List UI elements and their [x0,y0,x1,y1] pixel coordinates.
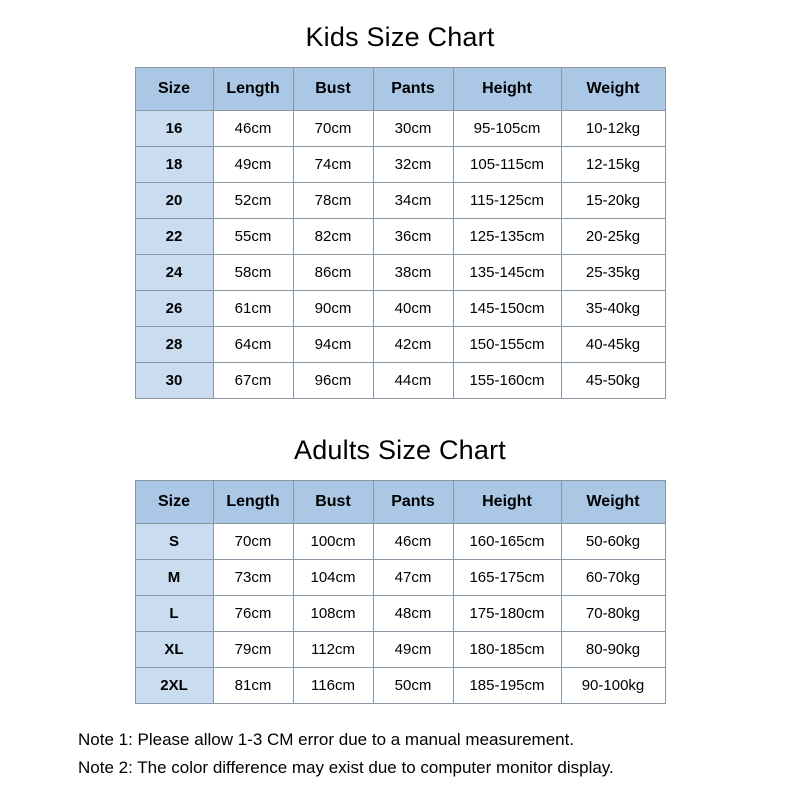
cell-pants: 50cm [373,668,453,704]
cell-length: 58cm [213,255,293,291]
kids-size-table [135,67,666,399]
note-line-2: Note 2: The color difference may exist due to computer monitor display. [78,758,614,777]
cell-size: 26 [135,291,213,327]
column-header-height: Height [453,481,561,524]
cell-weight: 12-15kg [561,147,665,183]
cell-bust: 78cm [293,183,373,219]
cell-height: 175-180cm [453,596,561,632]
column-header-weight: Weight [561,68,665,111]
cell-height: 105-115cm [453,147,561,183]
cell-height: 160-165cm [453,524,561,560]
cell-bust: 94cm [293,327,373,363]
cell-height: 150-155cm [453,327,561,363]
cell-pants: 44cm [373,363,453,399]
table-row [135,291,665,327]
cell-length: 76cm [213,596,293,632]
table-row [135,111,665,147]
cell-pants: 30cm [373,111,453,147]
cell-height: 165-175cm [453,560,561,596]
cell-pants: 46cm [373,524,453,560]
cell-length: 64cm [213,327,293,363]
column-header-weight: Weight [561,481,665,524]
cell-height: 115-125cm [453,183,561,219]
cell-pants: 34cm [373,183,453,219]
cell-length: 81cm [213,668,293,704]
table-row [135,363,665,399]
column-header-pants: Pants [373,68,453,111]
cell-size: 20 [135,183,213,219]
cell-length: 79cm [213,632,293,668]
cell-size: 30 [135,363,213,399]
cell-length: 46cm [213,111,293,147]
cell-pants: 38cm [373,255,453,291]
note-line-1: Note 1: Please allow 1-3 CM error due to a manual measurement. [78,730,575,749]
cell-size: 28 [135,327,213,363]
cell-height: 155-160cm [453,363,561,399]
kids-chart-title: Kids Size Chart [305,22,495,52]
cell-length: 49cm [213,147,293,183]
table-row [135,219,665,255]
table-row [135,668,665,704]
cell-height: 185-195cm [453,668,561,704]
cell-size: M [135,560,213,596]
cell-bust: 82cm [293,219,373,255]
cell-size: S [135,524,213,560]
cell-bust: 108cm [293,596,373,632]
adults-chart-title: Adults Size Chart [294,435,506,465]
cell-bust: 70cm [293,111,373,147]
column-header-size: Size [135,68,213,111]
cell-weight: 15-20kg [561,183,665,219]
cell-length: 52cm [213,183,293,219]
cell-weight: 10-12kg [561,111,665,147]
table-header-row [135,68,665,111]
cell-pants: 42cm [373,327,453,363]
table-row [135,524,665,560]
column-header-bust: Bust [293,481,373,524]
table-row [135,147,665,183]
cell-height: 95-105cm [453,111,561,147]
cell-weight: 25-35kg [561,255,665,291]
cell-length: 67cm [213,363,293,399]
cell-bust: 74cm [293,147,373,183]
cell-size: 16 [135,111,213,147]
cell-pants: 36cm [373,219,453,255]
cell-weight: 40-45kg [561,327,665,363]
cell-pants: 40cm [373,291,453,327]
cell-size: XL [135,632,213,668]
cell-length: 73cm [213,560,293,596]
cell-size: 22 [135,219,213,255]
column-header-length: Length [213,68,293,111]
table-row [135,596,665,632]
cell-height: 125-135cm [453,219,561,255]
cell-bust: 112cm [293,632,373,668]
cell-weight: 70-80kg [561,596,665,632]
table-row [135,632,665,668]
cell-size: 18 [135,147,213,183]
notes-section [70,726,730,782]
cell-pants: 49cm [373,632,453,668]
cell-bust: 86cm [293,255,373,291]
cell-height: 145-150cm [453,291,561,327]
cell-weight: 80-90kg [561,632,665,668]
cell-bust: 104cm [293,560,373,596]
column-header-pants: Pants [373,481,453,524]
cell-bust: 90cm [293,291,373,327]
column-header-length: Length [213,481,293,524]
cell-pants: 32cm [373,147,453,183]
table-row [135,255,665,291]
cell-weight: 90-100kg [561,668,665,704]
cell-size: L [135,596,213,632]
cell-weight: 45-50kg [561,363,665,399]
cell-bust: 116cm [293,668,373,704]
cell-bust: 96cm [293,363,373,399]
cell-pants: 48cm [373,596,453,632]
cell-height: 180-185cm [453,632,561,668]
cell-size: 2XL [135,668,213,704]
table-row [135,560,665,596]
cell-weight: 20-25kg [561,219,665,255]
column-header-bust: Bust [293,68,373,111]
table-header-row [135,481,665,524]
cell-length: 70cm [213,524,293,560]
table-row [135,183,665,219]
cell-weight: 35-40kg [561,291,665,327]
column-header-size: Size [135,481,213,524]
cell-pants: 47cm [373,560,453,596]
cell-length: 55cm [213,219,293,255]
cell-size: 24 [135,255,213,291]
table-row [135,327,665,363]
adults-size-table [135,480,666,704]
cell-bust: 100cm [293,524,373,560]
cell-length: 61cm [213,291,293,327]
cell-height: 135-145cm [453,255,561,291]
column-header-height: Height [453,68,561,111]
cell-weight: 60-70kg [561,560,665,596]
cell-weight: 50-60kg [561,524,665,560]
